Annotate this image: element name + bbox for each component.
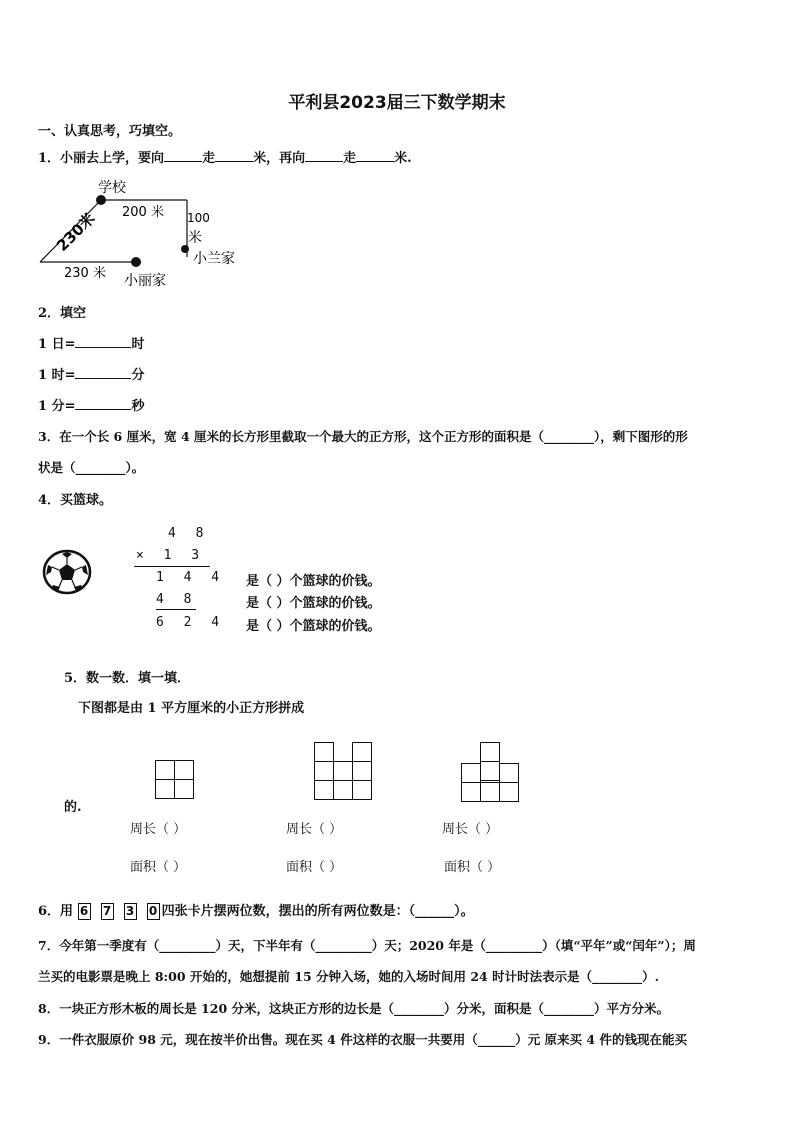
digit-card: 3 xyxy=(124,903,137,920)
question-6 xyxy=(38,900,474,920)
q2-blank-1[interactable] xyxy=(75,335,131,348)
q8-text: 一块正方形木板的周长是 120 分米，这块正方形的边长是（________）分米，面积是（________）平方分米。 xyxy=(59,1001,670,1016)
school-point xyxy=(96,195,106,205)
question-number: 1． xyxy=(38,151,61,166)
digit-card: 6 xyxy=(78,903,91,920)
perimeter-c: 周长（ ） xyxy=(442,822,499,837)
perimeter-b: 周长（ ） xyxy=(286,822,343,837)
mult-second: × 1 3 xyxy=(136,548,206,563)
q2-row-1 xyxy=(38,333,144,352)
question-4 xyxy=(38,489,112,508)
right-distance-unit: 米 xyxy=(188,230,202,246)
figure-b xyxy=(314,742,374,804)
q7-line-1: 今年第一季度有（_________）天，下半年有（_________）天；2020 年是（_________）（填“平年”或“闰年”）；周 xyxy=(59,938,696,953)
q1-text-d: 走 xyxy=(343,151,357,166)
soccer-ball-icon xyxy=(42,549,92,595)
question-number: 3． xyxy=(38,429,60,444)
q1-text-c: 米，再向 xyxy=(253,151,306,166)
question-1 xyxy=(38,147,412,166)
diagonal-distance-label: 230米 xyxy=(53,209,99,255)
question-number: 5． xyxy=(64,671,87,686)
question-8 xyxy=(38,999,669,1017)
q2-row-prefix: 1 日= xyxy=(38,337,76,352)
route-map xyxy=(30,172,260,292)
q4-answer-3: 是（ ）个篮球的价钱。 xyxy=(246,619,381,634)
q5-tail: 的. xyxy=(64,800,82,815)
question-number: 8． xyxy=(38,1001,60,1016)
mult-partial-1: 1 4 4 xyxy=(156,570,226,585)
top-distance-label: 200 米 xyxy=(122,205,164,220)
q3-line-2: 状是（________）。 xyxy=(38,460,145,475)
question-number: 2． xyxy=(38,306,61,321)
q6-pre: 用 xyxy=(60,904,74,919)
q9-text: 一件衣服原价 98 元，现在按半价出售。现在买 4 件这样的衣服一共要用（______）元 原来买 4 件的钱现在能买 xyxy=(59,1032,687,1047)
q2-label: 填空 xyxy=(60,306,87,321)
q5-label: 数一数．填一填． xyxy=(86,671,191,686)
bottom-distance-label: 230 米 xyxy=(64,266,106,281)
q4-label: 买篮球。 xyxy=(60,493,113,508)
mult-result: 6 2 4 xyxy=(156,615,226,630)
page-title: 平利县2023届三下数学期末 xyxy=(288,93,506,113)
q1-text-b: 走 xyxy=(202,151,216,166)
home-point xyxy=(131,257,141,267)
question-3 xyxy=(38,427,688,445)
q2-blank-3[interactable] xyxy=(75,397,131,410)
question-number: 4． xyxy=(38,493,61,508)
q1-text-a: 小丽去上学，要向 xyxy=(60,151,165,166)
q1-blank-1[interactable] xyxy=(164,149,202,162)
home-label: 小丽家 xyxy=(124,273,166,289)
perimeter-a: 周长（ ） xyxy=(130,822,187,837)
q1-blank-4[interactable] xyxy=(356,149,394,162)
question-number: 6． xyxy=(38,904,61,919)
q6-post: 四张卡片摆两位数，摆出的所有两位数是：（______）。 xyxy=(161,904,474,919)
school-label: 学校 xyxy=(98,180,126,196)
digit-card: 7 xyxy=(101,903,114,920)
q1-blank-2[interactable] xyxy=(215,149,253,162)
right-distance-label: 100 xyxy=(187,211,210,225)
q1-text-e: 米. xyxy=(394,151,412,166)
friend-point xyxy=(181,245,189,253)
q7-line-2: 兰买的电影票是晚上 8:00 开始的，她想提前 15 分钟入场，她的入场时间用 24 时计时法表示是（________）. xyxy=(38,969,659,984)
area-c: 面积（ ） xyxy=(444,860,501,875)
question-7 xyxy=(38,936,696,954)
q2-row-2 xyxy=(38,364,144,383)
question-number: 9． xyxy=(38,1032,60,1047)
figure-c xyxy=(461,742,521,804)
q2-row-unit: 秒 xyxy=(131,399,145,414)
digit-card: 0 xyxy=(147,903,160,920)
q3-line-1: 在一个长 6 厘米，宽 4 厘米的长方形里截取一个最大的正方形，这个正方形的面积是（________），剩下图形的形 xyxy=(59,429,688,444)
mult-rule xyxy=(134,566,210,567)
section-heading: 一、认真思考，巧填空。 xyxy=(38,124,182,139)
mult-rule-2 xyxy=(156,609,196,610)
question-2 xyxy=(38,302,86,321)
question-9 xyxy=(38,1030,687,1048)
mult-top: 4 8 xyxy=(168,526,210,541)
q5-description: 下图都是由 1 平方厘米的小正方形拼成 xyxy=(78,701,305,716)
question-5 xyxy=(64,667,190,686)
q2-row-3 xyxy=(38,395,144,414)
q4-answer-1: 是（ ）个篮球的价钱。 xyxy=(246,574,381,589)
q2-row-prefix: 1 时= xyxy=(38,368,76,383)
q2-blank-2[interactable] xyxy=(75,366,131,379)
friend-label: 小兰家 xyxy=(193,251,235,267)
question-number: 7． xyxy=(38,938,60,953)
mult-partial-2: 4 8 xyxy=(156,592,198,607)
q2-row-unit: 分 xyxy=(131,368,145,383)
area-a: 面积（ ） xyxy=(130,860,187,875)
figure-a xyxy=(155,760,195,800)
q2-row-prefix: 1 分= xyxy=(38,399,76,414)
q4-answer-2: 是（ ）个篮球的价钱。 xyxy=(246,596,381,611)
q2-row-unit: 时 xyxy=(131,337,145,352)
area-b: 面积（ ） xyxy=(286,860,343,875)
q1-blank-3[interactable] xyxy=(305,149,343,162)
